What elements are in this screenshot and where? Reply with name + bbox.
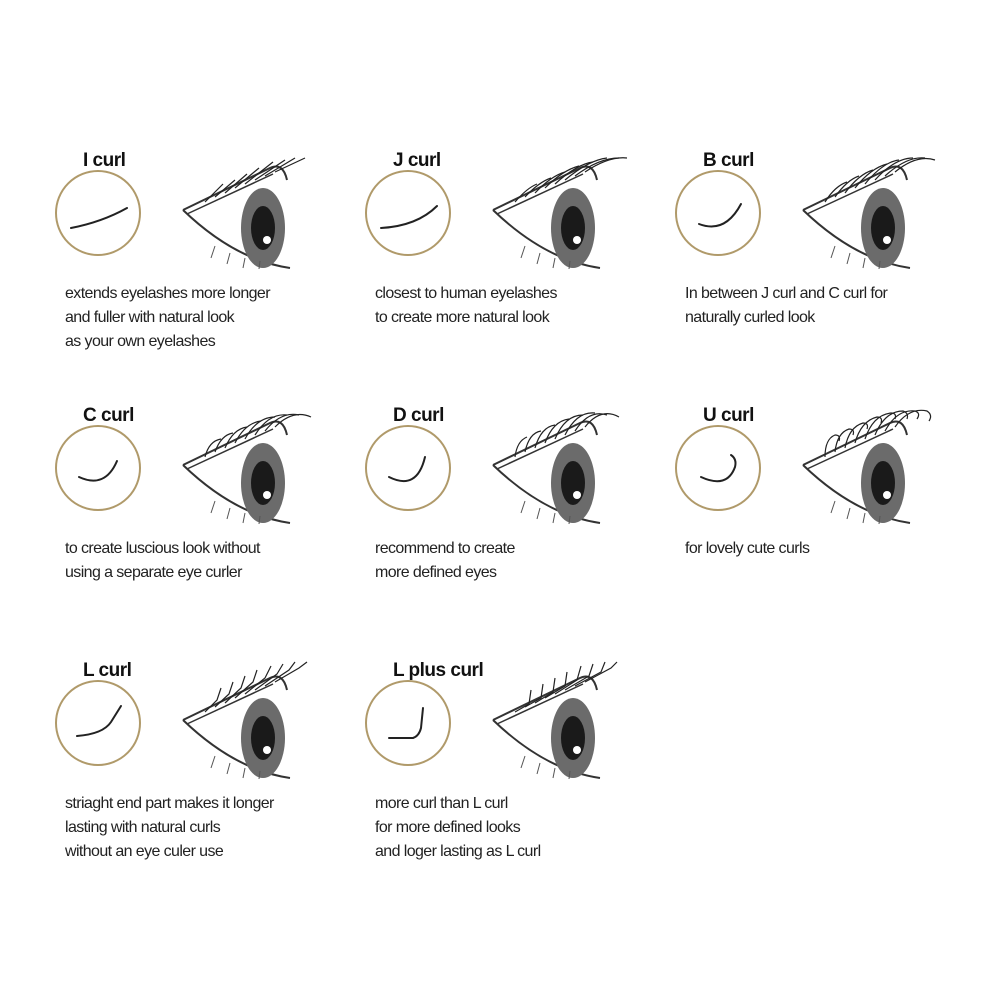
- l-plus-curl-shape-icon: [367, 682, 453, 768]
- eye-illustration-icon: [175, 660, 325, 780]
- curl-circle: [365, 170, 451, 256]
- curl-title: B curl: [703, 150, 754, 171]
- curl-title: U curl: [703, 405, 754, 426]
- curl-description: striaght end part makes it longer lasting with natural curls without an eye culer use: [65, 795, 274, 860]
- c-curl-shape-icon: [57, 427, 143, 513]
- curl-circle: [675, 170, 761, 256]
- curl-circle: [365, 425, 451, 511]
- curl-description: more curl than L curl for more defined looks and loger lasting as L curl: [375, 795, 541, 860]
- curl-title: L curl: [83, 660, 132, 681]
- eye-illustration-icon: [175, 150, 325, 270]
- curl-description: for lovely cute curls: [685, 540, 810, 557]
- curl-title: L plus curl: [393, 660, 484, 681]
- curl-card-c: [55, 405, 355, 645]
- eye-illustration-icon: [485, 150, 635, 270]
- curl-circle: [55, 170, 141, 256]
- d-curl-shape-icon: [367, 427, 453, 513]
- curl-title: C curl: [83, 405, 134, 426]
- curl-card-b: [675, 150, 975, 390]
- eye-illustration-icon: [485, 660, 635, 780]
- eye-illustration-icon: [485, 405, 635, 525]
- curl-description: extends eyelashes more longer and fuller with natural look as your own eyelashes: [65, 285, 270, 350]
- curl-title: J curl: [393, 150, 441, 171]
- curl-title: I curl: [83, 150, 126, 171]
- curl-circle: [55, 680, 141, 766]
- curl-title: D curl: [393, 405, 444, 426]
- b-curl-shape-icon: [677, 172, 763, 258]
- curl-card-d: [365, 405, 665, 645]
- curl-description: closest to human eyelashes to create more natural look: [375, 285, 557, 326]
- curl-card-j: [365, 150, 665, 390]
- curl-circle: [365, 680, 451, 766]
- curl-card-l: [55, 660, 355, 900]
- i-curl-shape-icon: [57, 172, 143, 258]
- curl-description: to create luscious look without using a separate eye curler: [65, 540, 260, 581]
- u-curl-shape-icon: [677, 427, 763, 513]
- j-curl-shape-icon: [367, 172, 453, 258]
- curl-description: recommend to create more defined eyes: [375, 540, 515, 581]
- curl-description: In between J curl and C curl for naturally curled look: [685, 285, 888, 326]
- eye-illustration-icon: [795, 150, 945, 270]
- curl-circle: [675, 425, 761, 511]
- l-curl-shape-icon: [57, 682, 143, 768]
- eye-illustration-icon: [175, 405, 325, 525]
- curl-card-i: [55, 150, 355, 390]
- curl-card-lplus: [365, 660, 665, 900]
- eye-illustration-icon: [795, 405, 945, 525]
- curl-circle: [55, 425, 141, 511]
- curl-card-u: [675, 405, 975, 645]
